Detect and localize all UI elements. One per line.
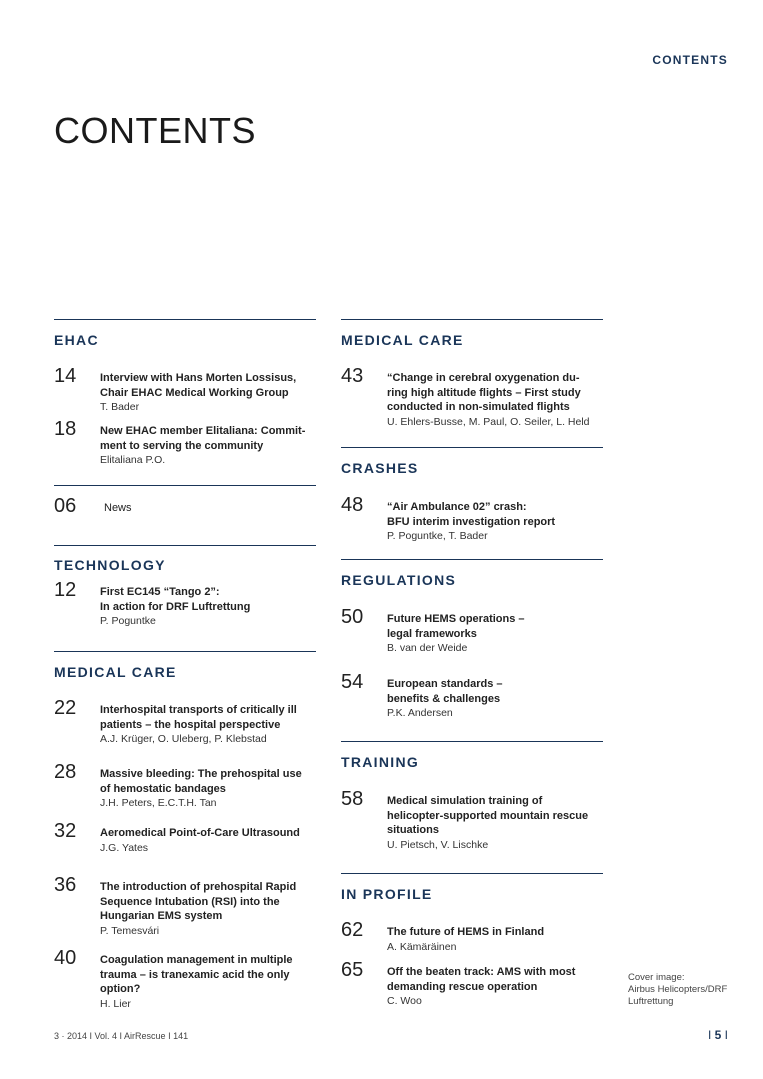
section-heading-crashes: CRASHES [341, 460, 419, 476]
page-number: 32 [54, 820, 77, 842]
article-author: H. Lier [100, 997, 131, 1010]
cover-credit-line: Airbus Helicopters/DRF [628, 984, 728, 995]
page-title: CONTENTS [54, 110, 256, 151]
footer-issue-info: 3 · 2014 I Vol. 4 I AirRescue I 141 [54, 1031, 189, 1041]
article-author: T. Bader [100, 401, 140, 413]
page-number: 36 [54, 874, 77, 896]
page-number: 54 [341, 671, 364, 693]
page-number: 48 [341, 494, 364, 516]
article-author: P.K. Andersen [387, 707, 453, 719]
section-heading-ehac: EHAC [54, 332, 99, 348]
page-number: 18 [54, 418, 77, 440]
cover-credit-label: Cover image: [628, 972, 685, 983]
article-author: P. Poguntke, T. Bader [387, 530, 488, 542]
page-number: 12 [54, 579, 77, 601]
page-number: 58 [341, 788, 364, 810]
article-title: “Change in cerebral oxygenation du- ring high altitude flights – First study conducted in non-simulated flights [387, 372, 581, 413]
page-number: 43 [341, 365, 364, 387]
page-bar: I [707, 1028, 715, 1042]
section-divider [341, 741, 603, 742]
page-number: 22 [54, 697, 77, 719]
article-title: “Air Ambulance 02” crash: BFU interim investigation report [387, 501, 556, 528]
section-divider [54, 319, 316, 320]
article-author: J.G. Yates [100, 841, 149, 854]
page-number: 50 [341, 606, 364, 628]
section-divider [341, 873, 603, 874]
page-number: 40 [54, 947, 77, 969]
article-title: The future of HEMS in Finland [387, 926, 545, 938]
section-heading-medical-care: MEDICAL CARE [341, 332, 464, 348]
page-number: 5 [714, 1028, 722, 1042]
article-author: C. Woo [387, 995, 422, 1007]
article-title: European standards – benefits & challenges [387, 678, 503, 705]
page-number: 62 [341, 919, 364, 941]
footer-page-number [708, 1028, 728, 1042]
article-title: The introduction of prehospital Rapid Sequence Intubation (RSI) into the Hungarian EMS system [100, 881, 297, 922]
article-title: Interhospital transports of critically ill patients – the hospital perspective [100, 704, 297, 731]
article-author: Elitaliana P.O. [100, 454, 166, 466]
section-heading-medical-care: MEDICAL CARE [54, 664, 177, 680]
article-title: Interview with Hans Morten Lossisus, Chair EHAC Medical Working Group [100, 372, 297, 399]
article-author: U. Ehlers-Busse, M. Paul, O. Seiler, L. Held [387, 415, 590, 428]
article-title: Aeromedical Point-of-Care Ultrasound [100, 827, 300, 839]
article-title: News [104, 502, 132, 514]
section-divider [54, 545, 316, 546]
article-title: New EHAC member Elitaliana: Commit- ment to serving the community [100, 425, 306, 452]
page-bar: I [721, 1028, 728, 1042]
article-author: P. Temesvári [100, 924, 160, 937]
article-title: First EC145 “Tango 2”: In action for DRF Luftrettung [100, 586, 251, 613]
article-author: U. Pietsch, V. Lischke [387, 838, 489, 851]
section-heading-regulations: REGULATIONS [341, 572, 457, 588]
running-header: CONTENTS [652, 53, 728, 67]
page-number: 06 [54, 495, 77, 517]
page-number: 28 [54, 761, 77, 783]
article-author: B. van der Weide [387, 642, 468, 654]
section-heading-in-profile: IN PROFILE [341, 886, 433, 902]
section-heading-technology: TECHNOLOGY [54, 557, 166, 573]
section-divider [54, 485, 316, 486]
page-number: 14 [54, 365, 77, 387]
cover-credit-line: Luftrettung [628, 996, 674, 1007]
article-title: Future HEMS operations – legal frameworks [387, 613, 525, 640]
page-number: 65 [341, 959, 364, 981]
section-heading-training: TRAINING [341, 754, 420, 770]
article-title: Massive bleeding: The prehospital use of hemostatic bandages [100, 768, 302, 795]
article-author: A.J. Krüger, O. Uleberg, P. Klebstad [100, 733, 267, 745]
article-author: J.H. Peters, E.C.T.H. Tan [100, 797, 217, 809]
cover-credit [628, 972, 727, 1008]
section-divider [341, 447, 603, 448]
section-divider [341, 319, 603, 320]
section-divider [341, 559, 603, 560]
article-author: A. Kämäräinen [387, 940, 457, 953]
article-author: P. Poguntke [100, 615, 156, 627]
section-divider [54, 651, 316, 652]
article-title: Off the beaten track: AMS with most demanding rescue operation [387, 966, 576, 993]
article-title: Coagulation management in multiple trauma – is tranexamic acid the only option? [100, 954, 293, 995]
article-title: Medical simulation training of helicopter-supported mountain rescue situations [387, 795, 589, 836]
